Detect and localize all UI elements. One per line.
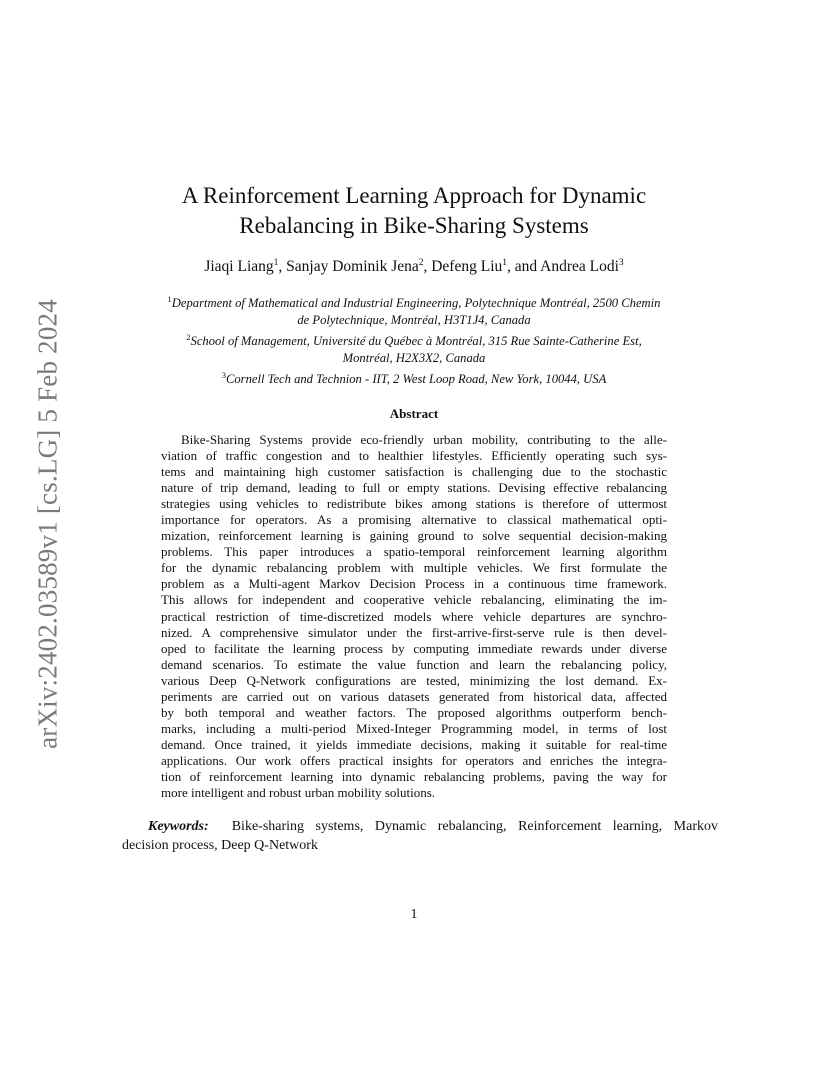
arxiv-identifier: arXiv:2402.03589v1 [cs.LG] 5 Feb 2024 bbox=[32, 299, 63, 749]
affiliation-number: 3 bbox=[221, 369, 226, 380]
abstract-line: Bike-Sharing Systems provide eco-friendly urban mobility, contributing to the alle- bbox=[181, 432, 667, 447]
keywords-text: Bike-sharing systems, Dynamic rebalancing, Reinforcement learning, Markov bbox=[231, 819, 718, 834]
author-name: Jiaqi Liang bbox=[204, 258, 274, 276]
abstract-line: oped to facilitate the learning process by computing immediate rewards under diverse bbox=[161, 640, 667, 656]
abstract-line: by both temporal and weather factors. The proposed algorithms outperform bench- bbox=[161, 704, 667, 720]
abstract-heading: Abstract bbox=[389, 406, 439, 421]
affiliation-number: 1 bbox=[167, 294, 172, 304]
abstract-line: viation of traffic congestion and to healthier lifestyles. Efficiently operating such sys- bbox=[161, 448, 667, 464]
affiliation bbox=[120, 367, 708, 388]
abstract-line: marks, including a multi-period Mixed-Integer Programming model, in terms of lost bbox=[161, 720, 667, 736]
affiliation-line bbox=[120, 329, 708, 350]
author-separator: , and bbox=[507, 258, 541, 276]
author-affiliation-mark: 1 bbox=[502, 258, 507, 268]
author-affiliation-mark: 2 bbox=[418, 258, 424, 268]
abstract-line: tion of reinforcement learning into dynamic rebalancing problems, paving the way for bbox=[161, 768, 667, 784]
author-affiliation-mark: 1 bbox=[273, 258, 279, 268]
abstract-line: importance for operators. As a promising alternative to classical mathematical opti- bbox=[161, 512, 667, 528]
keywords-label: Keywords: bbox=[148, 819, 209, 834]
author-separator: , bbox=[423, 258, 432, 276]
abstract-line: various Deep Q-Network configurations are tested, minimizing the lost demand. Ex- bbox=[161, 672, 667, 688]
affiliation-text: Cornell Tech and Technion - IIT, 2 West Loop Road, New York, 10044, USA bbox=[225, 371, 607, 386]
abstract-line: nized. A comprehensive simulator under the first-arrive-first-serve rule is then devel- bbox=[161, 624, 667, 640]
abstract-line: periments are carried out on various datasets generated from historical data, affected bbox=[161, 688, 667, 704]
abstract-line: applications. Our work offers practical insights for operators and enriches the integra- bbox=[161, 752, 667, 768]
abstract-line: problem as a Multi-agent Markov Decision Process in a continuous time framework. bbox=[161, 576, 667, 592]
title-line: Rebalancing in Bike-Sharing Systems bbox=[239, 213, 589, 238]
affiliation-line bbox=[120, 367, 708, 388]
author-affiliation-mark: 3 bbox=[618, 258, 624, 268]
abstract-line: more intelligent and robust urban mobility solutions. bbox=[161, 785, 436, 801]
affiliation bbox=[120, 329, 708, 367]
keywords bbox=[122, 817, 718, 855]
affiliation-list bbox=[120, 291, 708, 388]
abstract-line: problems. This paper introduces a spatio-temporal reinforcement learning algorithm bbox=[161, 544, 667, 560]
abstract-line: strategies using vehicles to redistribute bikes among stations is therefore of uttermost bbox=[161, 496, 667, 512]
author-name: Defeng Liu bbox=[431, 258, 503, 276]
affiliation-line bbox=[120, 291, 708, 312]
title-line: A Reinforcement Learning Approach for Dynamic bbox=[181, 183, 647, 208]
abstract-line: nature of trip demand, leading to full or empty stations. Devising effective rebalancing bbox=[161, 480, 667, 496]
author-name: Sanjay Dominik Jena bbox=[286, 258, 419, 276]
abstract-body bbox=[161, 432, 667, 801]
abstract-line: tems and maintaining high customer satisfaction is challenging due to the stochastic bbox=[161, 464, 667, 480]
author-name: Andrea Lodi bbox=[540, 258, 619, 276]
abstract-line: demand scenarios. To estimate the value function and learn the rebalancing policy, bbox=[161, 656, 667, 672]
affiliation-line: Montréal, H2X3X2, Canada bbox=[342, 350, 486, 365]
abstract-line: for the dynamic rebalancing problem with multiple vehicles. We first formulate the bbox=[161, 560, 667, 576]
author-list bbox=[120, 258, 708, 276]
abstract-line: demand. Once trained, it yields immediate decisions, making it suitable for real-time bbox=[161, 736, 667, 752]
page-number: 1 bbox=[410, 907, 418, 922]
affiliation-line: de Polytechnique, Montréal, H3T1J4, Canada bbox=[297, 312, 531, 327]
abstract-line: mization, reinforcement learning is gaining ground to solve sequential decision-making bbox=[161, 528, 667, 544]
keywords-line: decision process, Deep Q-Network bbox=[122, 838, 318, 853]
affiliation bbox=[120, 291, 708, 329]
abstract-line: This allows for independent and cooperative vehicle rebalancing, eliminating the im- bbox=[161, 592, 667, 608]
abstract-line: practical restriction of time-discretized models where vehicle departures are synchro- bbox=[161, 608, 667, 624]
affiliation-text: Department of Mathematical and Industrial Engineering, Polytechnique Montréal, 2500 Chemin bbox=[171, 296, 661, 311]
paper-title bbox=[120, 181, 708, 241]
affiliation-number: 2 bbox=[186, 331, 191, 342]
affiliation-text: School of Management, Université du Québec à Montréal, 315 Rue Sainte-Catherine Est, bbox=[190, 333, 642, 348]
author-separator: , bbox=[278, 258, 287, 276]
keywords-line bbox=[122, 817, 718, 836]
